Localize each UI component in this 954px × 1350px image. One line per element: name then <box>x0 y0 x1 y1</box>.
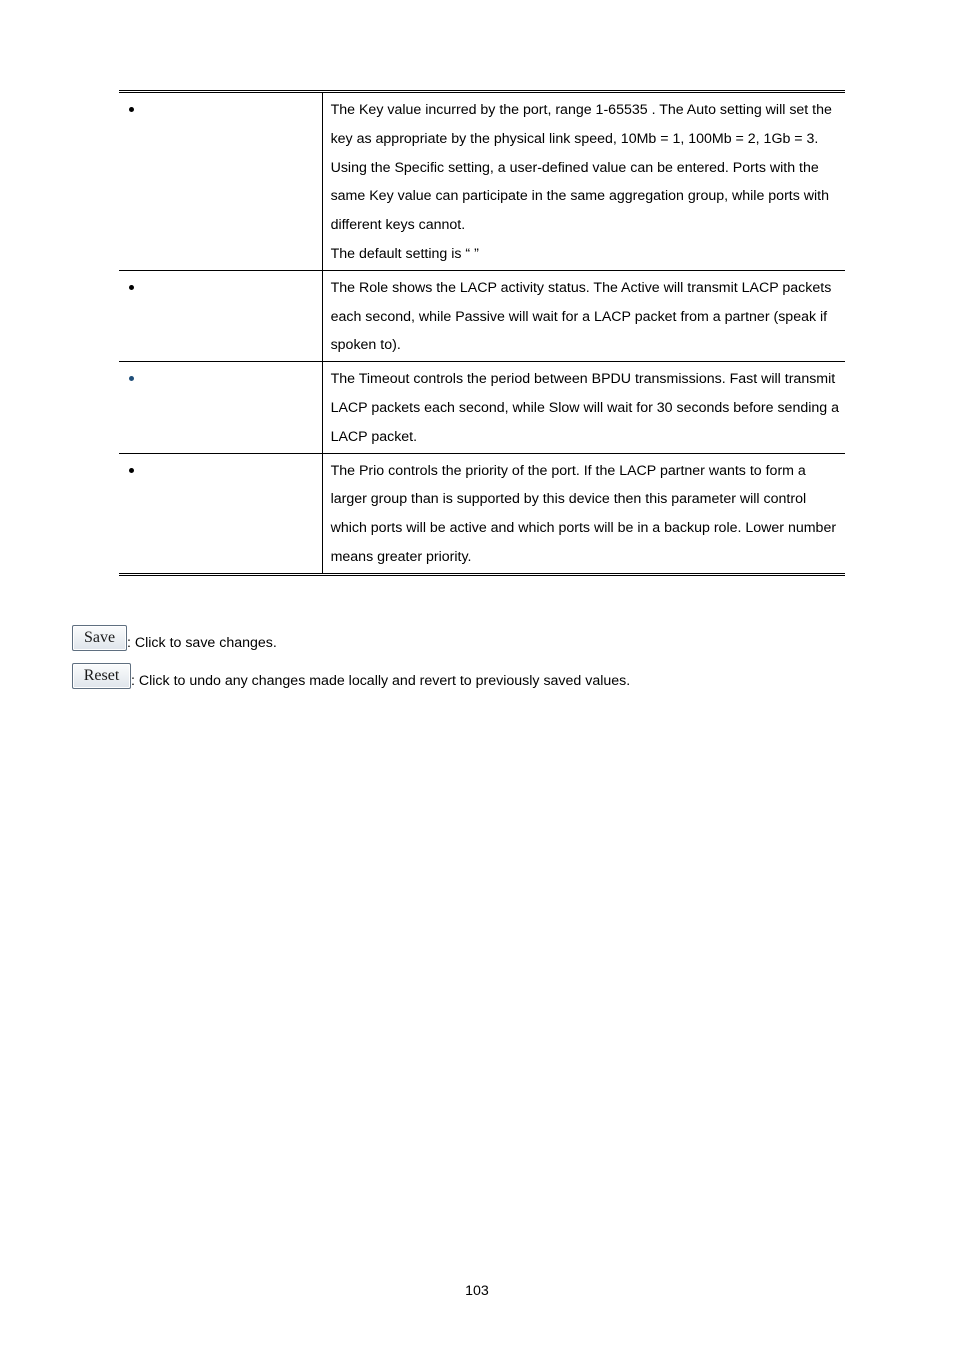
description-line: Using the Specific setting, a user-defined value can be entered. Ports with the <box>330 159 819 176</box>
table-row <box>119 92 845 271</box>
description-line: which ports will be active and which ports will be in a backup role. Lower number <box>330 520 837 537</box>
reset-button-description: : Click to undo any changes made locally and revert to previously saved values. <box>131 673 631 689</box>
parameter-name-cell <box>119 362 322 453</box>
parameter-name-cell <box>119 270 322 361</box>
description-line: LACP packet. <box>330 428 418 445</box>
save-button[interactable]: Save <box>72 625 127 651</box>
parameter-name-cell <box>119 453 322 574</box>
parameter-name-cell <box>119 92 322 271</box>
parameter-description <box>322 453 845 574</box>
description-line: LACP packets each second, while Slow will wait for 30 seconds before sending a <box>330 399 839 416</box>
save-button-row <box>72 625 277 651</box>
parameter-description <box>322 270 845 361</box>
reset-button-row <box>72 663 630 689</box>
table-row <box>119 362 845 453</box>
description-line: same Key value can participate in the same aggregation group, while ports with <box>330 188 829 205</box>
description-line: The default setting is “ ” <box>330 245 479 262</box>
description-line: larger group than is supported by this device then this parameter will control <box>330 491 807 508</box>
description-line: The Key value incurred by the port, range 1-65535 . The Auto setting will set the <box>330 102 832 118</box>
parameter-table <box>119 90 845 576</box>
description-line: key as appropriate by the physical link speed, 10Mb = 1, 100Mb = 2, 1Gb = 3. <box>330 130 819 147</box>
description-line: each second, while Passive will wait for a LACP packet from a partner (speak if <box>330 308 828 325</box>
parameter-description <box>322 92 845 271</box>
bullet-icon <box>129 107 134 112</box>
description-line: The Prio controls the priority of the port. If the LACP partner wants to form a <box>330 462 806 479</box>
description-line: means greater priority. <box>330 548 472 565</box>
description-line: The Timeout controls the period between BPDU transmissions. Fast will transmit <box>330 371 836 388</box>
description-line: The Role shows the LACP activity status. The Active will transmit LACP packets <box>330 279 832 296</box>
bullet-icon <box>129 376 134 381</box>
description-line: different keys cannot. <box>330 217 466 234</box>
description-line: spoken to). <box>330 337 401 354</box>
bullet-icon <box>129 285 134 290</box>
save-button-description: : Click to save changes. <box>127 635 277 651</box>
bullet-icon <box>129 468 134 473</box>
reset-button[interactable]: Reset <box>72 663 131 689</box>
page-number: 103 <box>465 1283 489 1299</box>
table-row <box>119 270 845 361</box>
parameter-description <box>322 362 845 453</box>
table-row <box>119 453 845 574</box>
